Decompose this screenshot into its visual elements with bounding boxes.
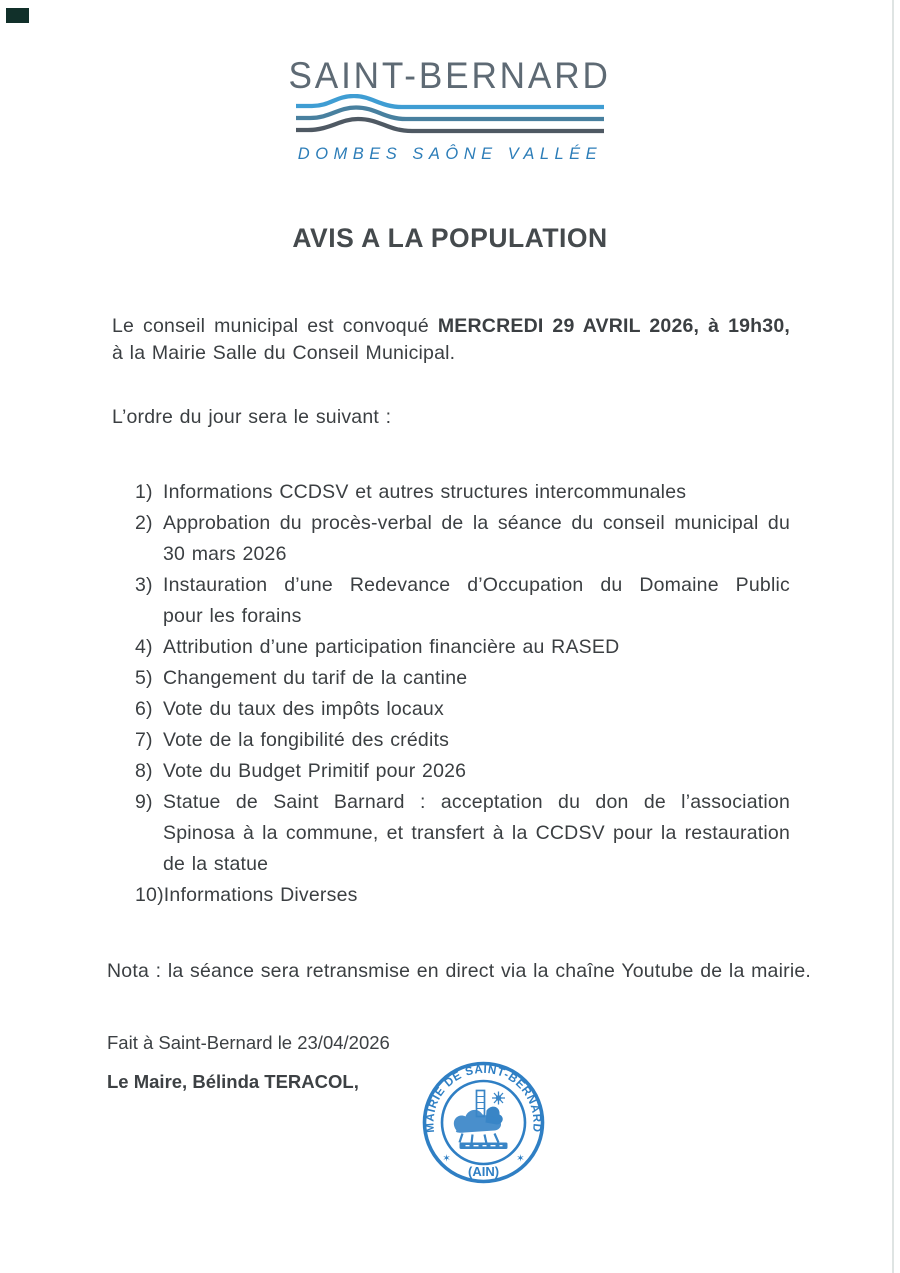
agenda-item [135, 632, 790, 663]
municipal-stamp [420, 1059, 547, 1186]
agenda-item-text: Vote de la fongibilité des crédits [163, 729, 450, 751]
agenda-item [135, 477, 790, 508]
agenda-item [135, 880, 790, 911]
agenda-item-text: Attribution d’une participation financière au RASED [163, 636, 620, 658]
agenda-item-number: 8) [135, 760, 153, 782]
star-icon: ✶ [442, 1153, 451, 1165]
agenda-item [135, 756, 790, 787]
agenda-item-number: 3) [135, 574, 153, 596]
agenda-item [135, 694, 790, 725]
nota-line: Nota : la séance sera retransmise en direct via la chaîne Youtube de la mairie. [107, 960, 812, 982]
agenda-item [135, 570, 790, 632]
agenda-item-number: 9) [135, 791, 153, 813]
agenda-item-text: Vote du Budget Primitif pour 2026 [163, 760, 467, 782]
logo-name: SAINT-BERNARD [288, 55, 612, 96]
intro-line-1 [112, 313, 790, 340]
stamp-ain-text: (AIN) [467, 1164, 500, 1179]
agenda-item [135, 663, 790, 694]
intro-paragraph [112, 313, 790, 366]
scan-artifact-corner [6, 8, 29, 23]
agenda-item [135, 508, 790, 570]
agenda-item-number: 6) [135, 698, 153, 720]
page-title: AVIS A LA POPULATION [292, 223, 608, 253]
agenda-item-number: 1) [135, 481, 153, 503]
agenda-item-text: Informations Diverses [163, 884, 358, 906]
intro-text: Le conseil municipal est convoqué [112, 315, 438, 337]
agenda-item [135, 787, 790, 880]
agenda-item-number: 2) [135, 512, 153, 534]
agenda-item [135, 725, 790, 756]
agenda-item-number: 4) [135, 636, 153, 658]
date-line: Fait à Saint-Bernard le 23/04/2026 [107, 1032, 390, 1053]
stamp-ring-text: MAIRIE DE SAINT-BERNARD [423, 1062, 544, 1134]
logo-waves-icon [294, 94, 606, 138]
scan-artifact-edge-line [892, 0, 894, 1273]
agenda-item-text: Statue de Saint Barnard : acceptation du don de l’association Spinosa à la commune, et transfert à la CCDSV pour la restauration de la statue [163, 791, 790, 875]
agenda-heading: L’ordre du jour sera le suivant : [112, 406, 392, 428]
agenda-item-number: 7) [135, 729, 153, 751]
knight-emblem-icon [454, 1091, 508, 1150]
agenda-item-text: Approbation du procès-verbal de la séance du conseil municipal du 30 mars 2026 [163, 512, 790, 565]
agenda-item-text: Instauration d’une Redevance d’Occupation du Domaine Public pour les forains [163, 574, 790, 627]
agenda-item-text: Vote du taux des impôts locaux [163, 698, 444, 720]
signature-line: Le Maire, Bélinda TERACOL, [107, 1071, 359, 1092]
agenda-item-number: 5) [135, 667, 153, 689]
agenda-item-number: 10) [135, 884, 164, 906]
intro-date-bold: MERCREDI 29 AVRIL 2026, à 19h30, [437, 315, 790, 337]
agenda-item-text: Informations CCDSV et autres structures intercommunales [163, 481, 687, 503]
commune-logo [0, 56, 900, 164]
stamp-container [420, 1059, 547, 1186]
agenda-list [135, 477, 790, 911]
logo-tagline: DOMBES SAÔNE VALLÉE [297, 145, 603, 163]
intro-line-2: à la Mairie Salle du Conseil Municipal. [112, 341, 456, 364]
agenda-item-text: Changement du tarif de la cantine [163, 667, 468, 689]
star-icon: ✶ [516, 1153, 525, 1165]
